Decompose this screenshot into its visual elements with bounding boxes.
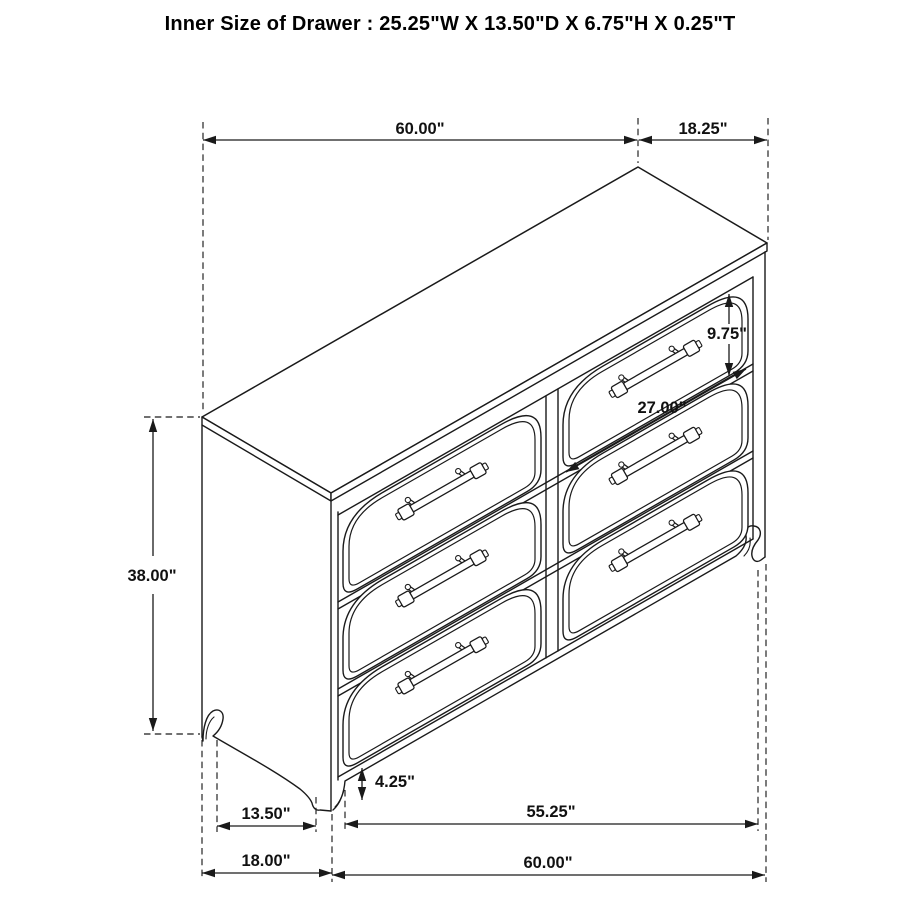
dim-label-foot-width-span: 55.25": [526, 803, 576, 821]
dimension-arrowhead: [358, 787, 366, 800]
dimension-arrowhead: [745, 820, 758, 828]
dim-label-drawer-height: 9.75": [707, 325, 747, 343]
dimension-arrowhead: [319, 869, 332, 877]
dim-label-overall-height: 38.00": [127, 567, 177, 585]
dimension-arrowhead: [639, 136, 652, 144]
dimension-arrowhead: [149, 718, 157, 731]
dimension-arrowhead: [303, 822, 316, 830]
dim-label-base-height: 4.25": [375, 773, 415, 791]
dimension-arrowhead: [752, 871, 765, 879]
dimension-arrowhead: [754, 136, 767, 144]
dim-label-top-width: 60.00": [395, 120, 445, 138]
dimension-arrowhead: [332, 871, 345, 879]
dimension-arrowhead: [624, 136, 637, 144]
dimension-arrowhead: [217, 822, 230, 830]
dim-label-base-depth: 18.00": [241, 852, 291, 870]
dimension-arrowhead: [345, 820, 358, 828]
side-foot-profile: [202, 710, 331, 811]
dresser-drawing: [202, 167, 767, 811]
dim-label-foot-depth-span: 13.50": [241, 805, 291, 823]
dim-label-drawer-width: 27.00": [637, 399, 687, 417]
dimension-arrowhead: [149, 419, 157, 432]
dimension-arrowhead: [202, 869, 215, 877]
dim-label-overall-width: 60.00": [523, 854, 573, 872]
dim-label-top-depth: 18.25": [678, 120, 728, 138]
page-title: Inner Size of Drawer : 25.25"W X 13.50"D X 6.75"H X 0.25"T: [164, 13, 736, 35]
dimension-arrowhead: [203, 136, 216, 144]
